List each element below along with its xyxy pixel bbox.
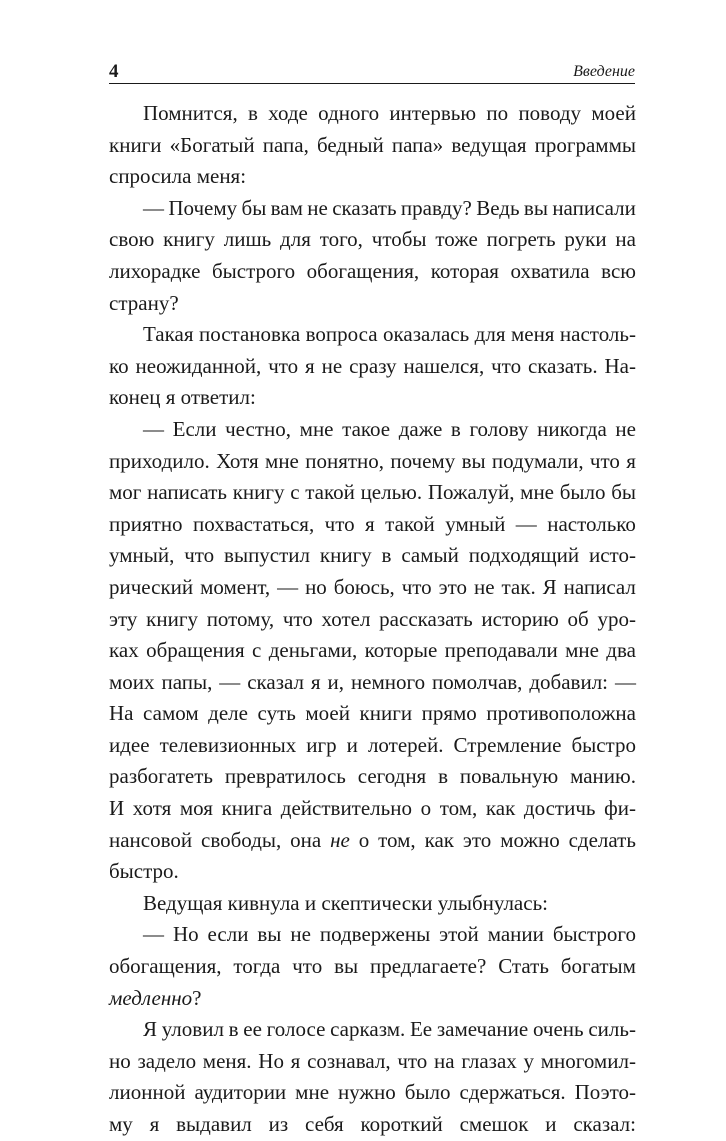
text-line: — Почему бы вам не сказать правду? Ведь вы написали (143, 195, 636, 220)
running-head: Введение (573, 63, 635, 80)
text-line: книги «Богатый папа, бедный папа» ведущая программы (109, 132, 636, 157)
text-line: Помнится, в ходе одного интервью по поводу моей (143, 101, 636, 125)
text-line: Ведущая кивнула и скептически улыбнулась: (143, 890, 548, 915)
text-line: И хотя моя книга действительно о том, как достичь фи- (109, 796, 636, 821)
text-line: ках обращения с деньгами, которые преподавали мне два (109, 638, 636, 663)
text-line: моих папы, — сказал я и, немного помолчав, добавил: — (109, 669, 636, 694)
text-line: быстро. (109, 859, 179, 884)
text-line: разбогатеть превратилось сегодня в повальную манию. (109, 764, 636, 789)
header-rule (109, 83, 635, 84)
text-line: но задело меня. Но я сознавал, что на глазах у многомил- (109, 1048, 636, 1073)
text-line: — Но если вы не подвержены этой мании быстрого (143, 922, 636, 947)
text-line: медленно? (109, 985, 202, 1010)
text-line: — Если честно, мне такое даже в голову никогда не (143, 416, 636, 441)
text-line: страну? (109, 290, 179, 315)
text-line: мог написать книгу с такой целью. Пожалуй, мне было бы (109, 480, 636, 505)
page-header (109, 62, 635, 86)
text-line: приятно похвастаться, что я такой умный — настолько (109, 511, 636, 536)
text-line: умный, что выпустил книгу в самый подходящий исто- (109, 543, 636, 568)
text-line: Такая постановка вопроса оказалась для меня настоль- (143, 322, 636, 347)
text-line: му я выдавил из себя короткий смешок и сказал: (109, 1112, 636, 1136)
text-line: конец я ответил: (109, 385, 256, 410)
text-line: обогащения, тогда что вы предлагаете? Стать богатым (109, 954, 636, 979)
text-line: идее телевизионных игр и лотерей. Стремление быстро (109, 732, 636, 757)
text-line: спросила меня: (109, 164, 247, 189)
text-line: свою книгу лишь для того, чтобы тоже погреть руки на (109, 227, 636, 252)
page-number: 4 (109, 61, 119, 82)
text-line: Я уловил в ее голосе сарказм. Ее замечание очень силь- (143, 1017, 636, 1042)
text-line: лионной аудитории мне нужно было сдержаться. Поэто- (109, 1080, 636, 1105)
text-line: эту книгу потому, что хотел рассказать историю об уро- (109, 606, 636, 631)
body-text (109, 98, 636, 1141)
text-line: ко неожиданной, что я не сразу нашелся, что сказать. На- (109, 353, 636, 378)
text-line: лихорадке быстрого обогащения, которая охватила всю (109, 258, 636, 283)
text-line: рический момент, — но боюсь, что это не так. Я написал (109, 574, 636, 599)
text-line: нансовой свободы, она не о том, как это можно сделать (109, 827, 636, 852)
text-line: приходило. Хотя мне понятно, почему вы подумали, что я (109, 448, 636, 473)
text-line: На самом деле суть моей книги прямо противоположна (109, 701, 636, 726)
